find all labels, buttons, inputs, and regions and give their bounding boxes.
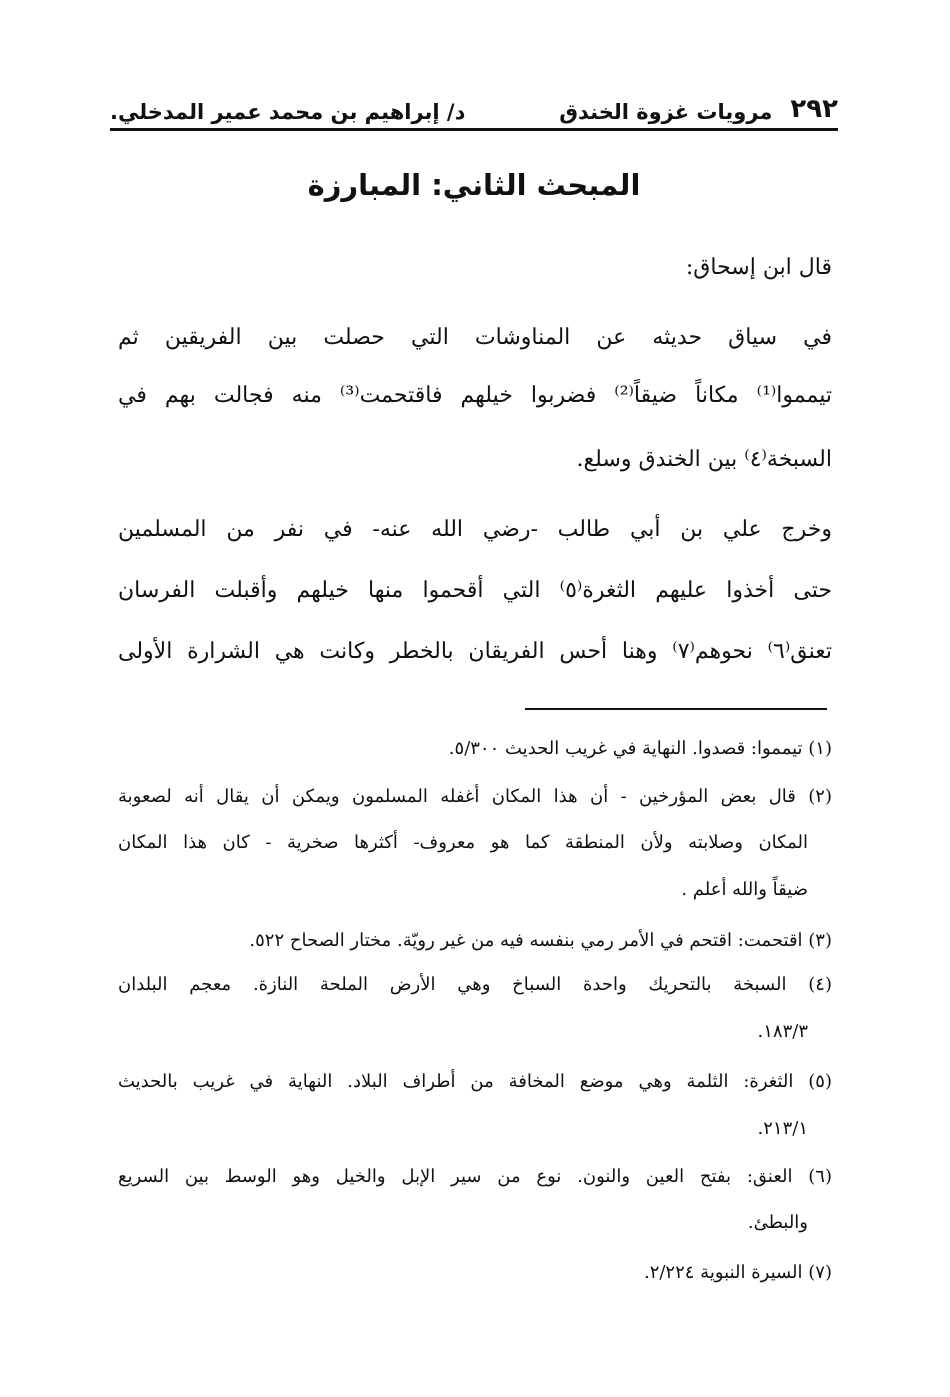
section-title: المبحث الثاني: المبارزة xyxy=(307,168,641,202)
body-line: تعنق⁽٦⁾ نحوهم⁽٧⁾ وهنا أحس الفريقان بالخطر وكانت هي الشرارة الأولى xyxy=(118,639,832,664)
body-line: في سياق حديثه عن المناوشات التي حصلت بين الفريقين ثم xyxy=(118,325,832,350)
body-line: حتى أخذوا عليهم الثغرة⁽٥⁾ التي أقحموا منها خيلهم وأقبلت الفرسان xyxy=(118,578,832,603)
running-header xyxy=(110,88,838,131)
footnote-line: (٧) السيرة النبوية ٢/٢٢٤. xyxy=(643,1262,832,1283)
footnote-line: (٤) السبخة بالتحريك واحدة السباخ وهي الأرض الملحة النازة. معجم البلدان xyxy=(118,974,832,995)
footnote-line: (٥) الثغرة: الثلمة وهي موضع المخافة من أطراف البلاد. النهاية في غريب بالحديث xyxy=(118,1071,832,1092)
body-line: قال ابن إسحاق: xyxy=(685,255,832,280)
footnote-line: ٢١٣/١. xyxy=(757,1118,808,1139)
footnote-line: ضيقاً والله أعلم . xyxy=(681,879,808,900)
body-line: السبخة⁽٤⁾ بين الخندق وسلع. xyxy=(576,447,832,472)
footnote-line: (٦) العنق: بفتح العين والنون. نوع من سير الإبل والخيل وهو الوسط بين السريع xyxy=(118,1166,832,1187)
author-name: د/ إبراهيم بن محمد عمير المدخلي. xyxy=(110,100,466,124)
page-number: ٢٩٢ xyxy=(790,94,838,124)
body-line: تيمموا⁽¹⁾ مكاناً ضيقاً⁽²⁾ فضربوا خيلهم فاقتحمت⁽³⁾ منه فجالت بهم في xyxy=(118,383,832,408)
body-line: وخرج علي بن أبي طالب -رضي الله عنه- في نفر من المسلمين xyxy=(118,517,832,542)
footnote-line: (٣) اقتحمت: اقتحم في الأمر رمي بنفسه فيه من غير رويّة. مختار الصحاح ٥٢٢. xyxy=(249,930,832,951)
footnote-separator xyxy=(525,708,827,710)
header-right xyxy=(559,94,838,124)
footnote-line: (١) تيمموا: قصدوا. النهاية في غريب الحديث ٥/٣٠٠. xyxy=(448,738,832,759)
footnote-line: (٢) قال بعض المؤرخين - أن هذا المكان أغفله المسلمون ويمكن أن يقال أنه لصعوبة xyxy=(118,786,832,807)
book-title: مرويات غزوة الخندق xyxy=(559,100,773,124)
footnote-line: والبطئ. xyxy=(747,1212,808,1233)
footnote-line: المكان وصلابته ولأن المنطقة كما هو معروف- أكثرها صخرية - كان هذا المكان xyxy=(118,832,808,853)
footnote-line: ١٨٣/٣. xyxy=(757,1021,808,1042)
